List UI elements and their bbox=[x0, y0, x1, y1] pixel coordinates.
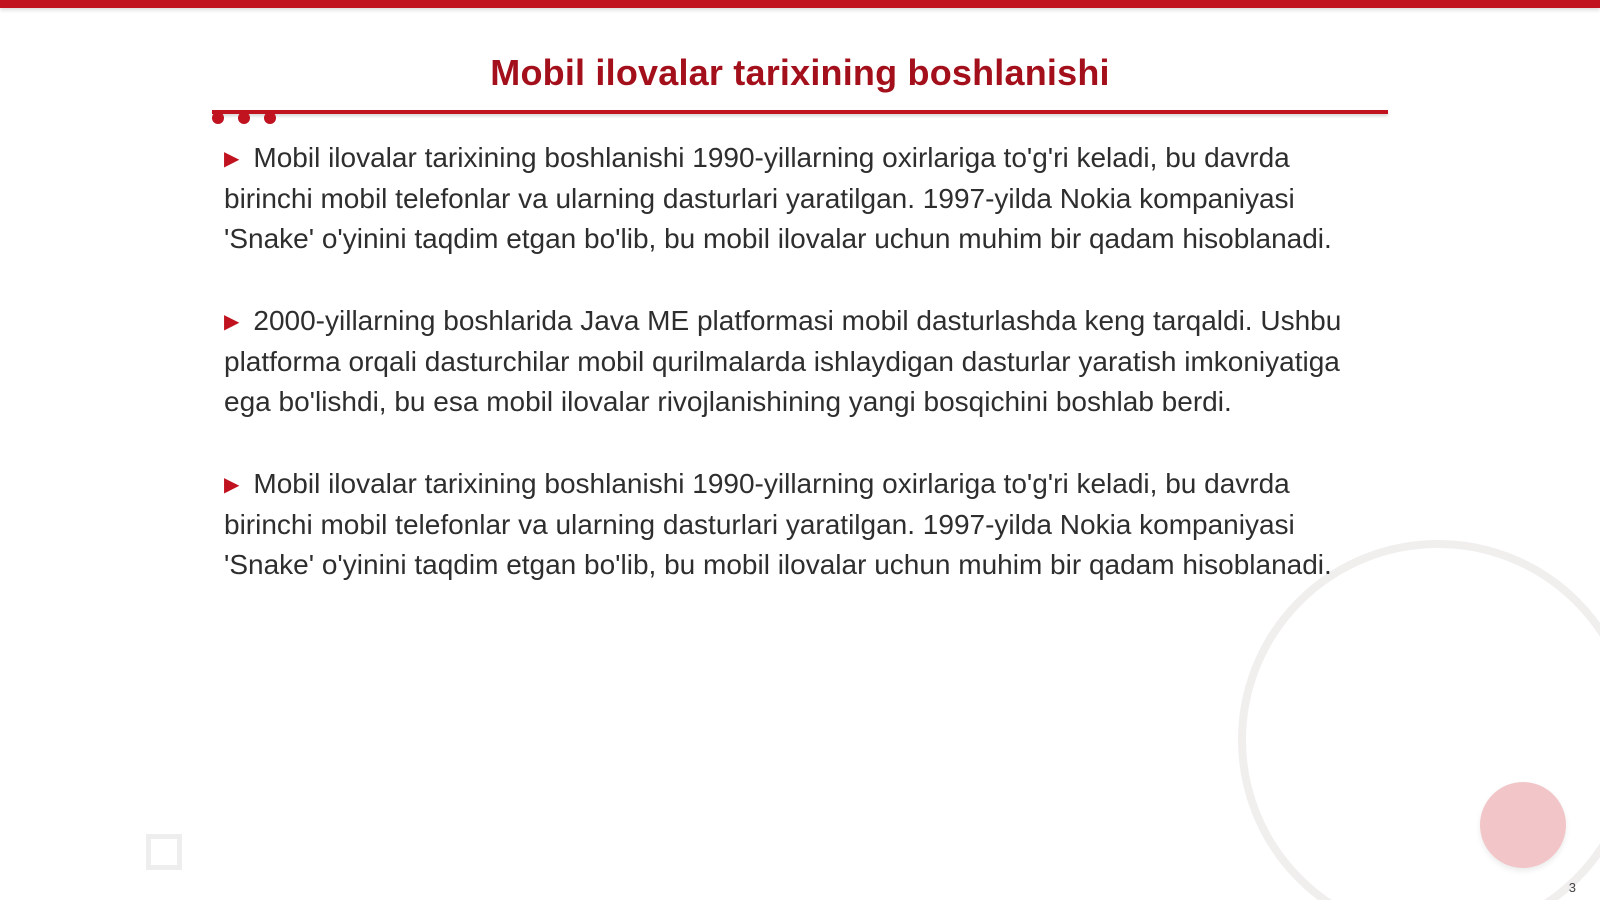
bullet-paragraph-3 bbox=[224, 464, 1384, 585]
underline-dot-3 bbox=[264, 112, 276, 124]
title-underline bbox=[212, 110, 1388, 114]
bullet-arrow-icon: ▶ bbox=[224, 148, 240, 170]
bullet-paragraph-2 bbox=[224, 301, 1384, 422]
underline-dot-1 bbox=[212, 112, 224, 124]
page-number: 3 bbox=[1568, 880, 1576, 895]
top-accent-bar bbox=[0, 0, 1600, 8]
bullet-text-1: Mobil ilovalar tarixining boshlanishi 1990-yillarning oxirlariga to'g'ri keladi, bu davrda birinchi mobil telefonlar va ularning dasturlari yaratilgan. 1997-yilda Nokia kompaniyasi 'Snake' o'yinini taqdim etgan bo'lib, bu mobil ilovalar uchun muhim bir qadam hisoblanadi. bbox=[224, 142, 1332, 254]
slide-body bbox=[224, 138, 1384, 627]
slide-title: Mobil ilovalar tarixining boshlanishi bbox=[490, 52, 1110, 93]
decorative-square bbox=[146, 834, 182, 870]
bullet-text-3: Mobil ilovalar tarixining boshlanishi 1990-yillarning oxirlariga to'g'ri keladi, bu davrda birinchi mobil telefonlar va ularning dasturlari yaratilgan. 1997-yilda Nokia kompaniyasi 'Snake' o'yinini taqdim etgan bo'lib, bu mobil ilovalar uchun muhim bir qadam hisoblanadi. bbox=[224, 468, 1332, 580]
bullet-arrow-icon: ▶ bbox=[224, 311, 240, 333]
bullet-paragraph-1 bbox=[224, 138, 1384, 259]
decorative-pink-circle bbox=[1480, 782, 1566, 868]
bullet-text-2: 2000-yillarning boshlarida Java ME platformasi mobil dasturlashda keng tarqaldi. Ushbu platforma orqali dasturchilar mobil qurilmalarda ishlaydigan dasturlar yaratish imkoniyatiga ega bo'lishdi, bu esa mobil ilovalar rivojlanishining yangi bosqichini boshlab berdi. bbox=[224, 305, 1342, 417]
underline-dot-2 bbox=[238, 112, 250, 124]
bullet-arrow-icon: ▶ bbox=[224, 474, 240, 496]
